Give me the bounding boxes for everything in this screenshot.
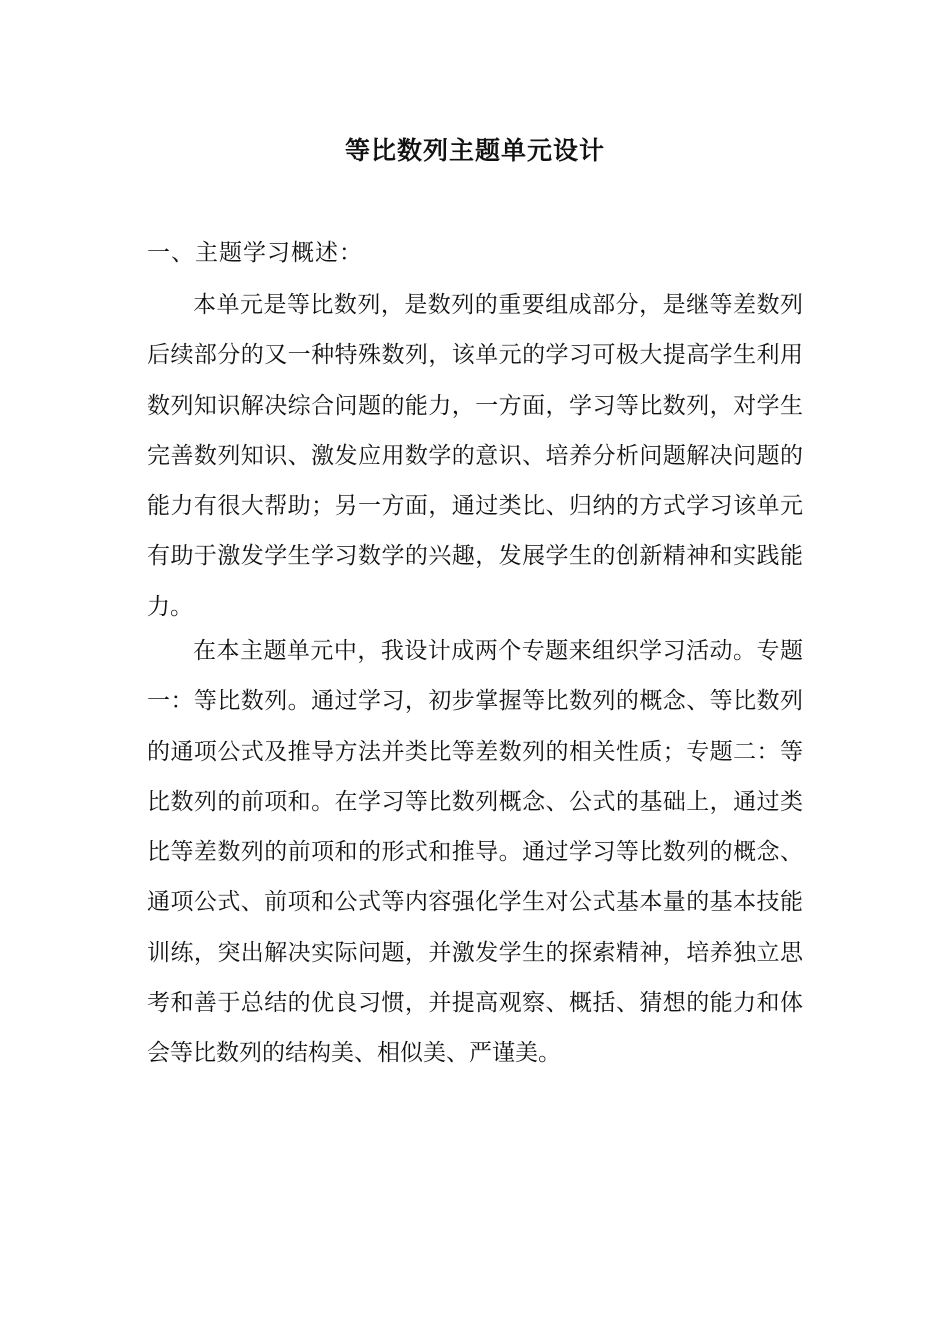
section-heading: 一、主题学习概述：	[147, 240, 363, 266]
document-title: 等比数列主题单元设计	[344, 136, 605, 165]
paragraph-topics: 在本主题单元中，我设计成两个专题来组织学习活动。专题一：等比数列。通过学习，初步掌握等比数列的概念、等比数列的通项公式及推导方法并类比等差数列的相关性质；专题二：等比数列的前项和。在学习等比数列概念、公式的基础上，通过类比等差数列的前项和的形式和推导。通过学习等比数列的概念、通项公式、前项和公式等内容强化学生对公式基本量的基本技能训练，突出解决实际问题，并激发学生的探索精神，培养独立思考和善于总结的优良习惯，并提高观察、概括、猜想的能力和体会等比数列的结构美、相似美、严谨美。	[147, 638, 803, 1067]
paragraph-overview: 本单元是等比数列，是数列的重要组成部分，是继等差数列后续部分的又一种特殊数列，该单元的学习可极大提高学生利用数列知识解决综合问题的能力，一方面，学习等比数列，对学生完善数列知识、激发应用数学的意识、培养分析问题解决问题的能力有很大帮助；另一方面，通过类比、归纳的方式学习该单元有助于激发学生学习数学的兴趣，发展学生的创新精神和实践能力。	[147, 292, 803, 620]
